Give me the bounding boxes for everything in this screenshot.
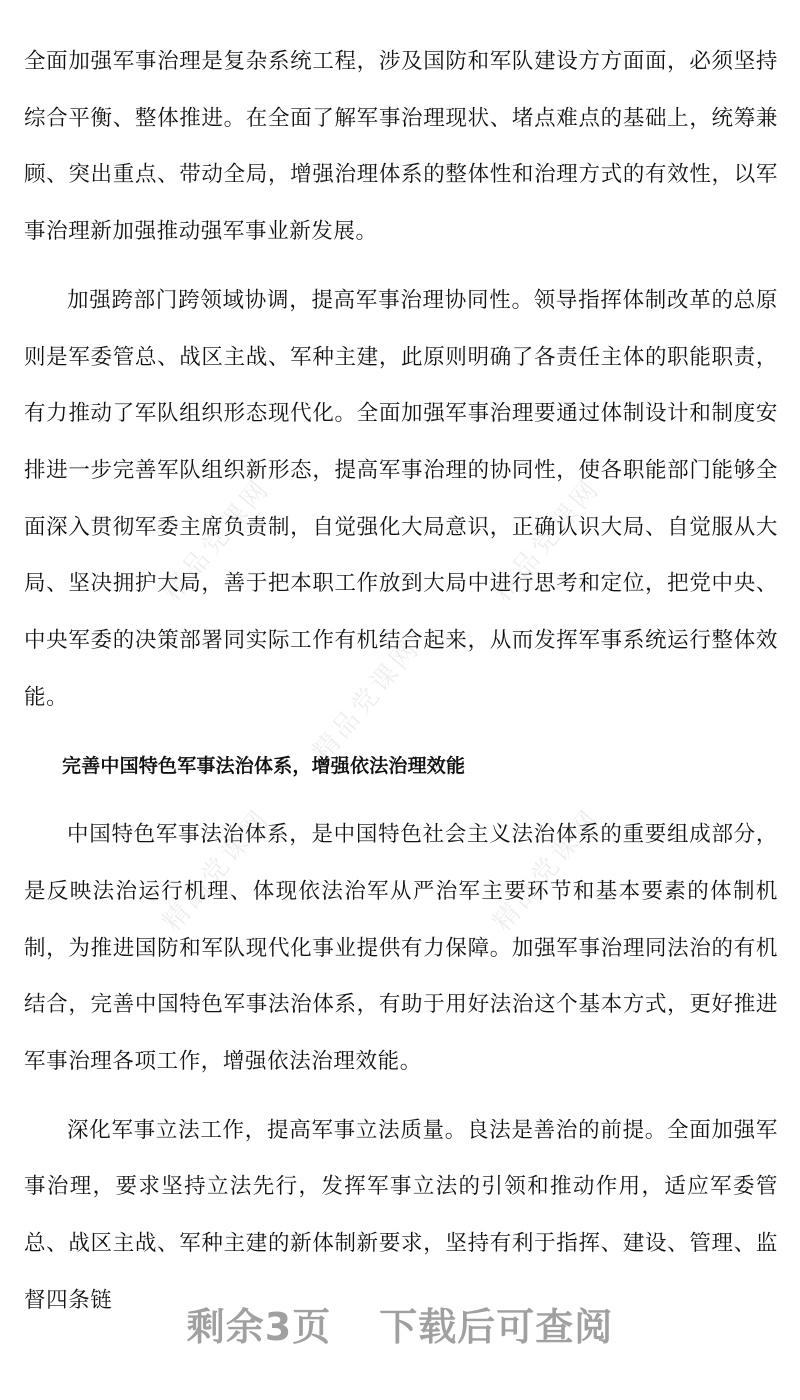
watermark: 精品党课网 bbox=[487, 803, 607, 938]
paragraph: 全面加强军事治理是复杂系统工程，涉及国防和军队建设方方面面，必须坚持综合平衡、整体推进。在全面了解军事治理现状、堵点难点的基础上，统筹兼顾、突出重点、带动全局，增强治理体系的整体性和治理方式的有效性，以军事治理新加强推动强军事业新发展。 bbox=[24, 49, 778, 245]
document-page bbox=[24, 34, 778, 1341]
section-heading: 完善中国特色军事法治体系，增强依法治理效能 bbox=[62, 755, 466, 778]
remaining-pages-label: 剩余3页 bbox=[186, 1305, 332, 1349]
watermark: 精品党课网 bbox=[307, 633, 427, 768]
watermark: 精品党课网 bbox=[487, 473, 607, 608]
download-to-view-label[interactable]: 下载后可查阅 bbox=[379, 1305, 614, 1349]
download-to-read-more-banner[interactable] bbox=[0, 1296, 800, 1351]
paragraph: 加强跨部门跨领域协调，提高军事治理协同性。领导指挥体制改革的总原则是军委管总、战区主战、军种主建，此原则明确了各责任主体的职能职责，有力推动了军队组织形态现代化。全面加强军事治理要通过体制设计和制度安排进一步完善军队组织新形态，提高军事治理的协同性，使各职能部门能够全面深入贯彻军委主席负责制，自觉强化大局意识，正确认识大局、自觉服从大局、坚决拥护大局，善于把本职工作放到大局中进行思考和定位，把党中央、中央军委的决策部署同实际工作有机结合起来，从而发挥军事系统运行整体效能。 bbox=[24, 287, 778, 710]
paragraph: 深化军事立法工作，提高军事立法质量。良法是善治的前提。全面加强军事治理，要求坚持立法先行，发挥军事立法的引领和推动作用，适应军委管总、战区主战、军种主建的新体制新要求，坚持有利于指挥、建设、管理、监督四条链 bbox=[24, 1117, 778, 1313]
watermark: 精品党课网 bbox=[157, 473, 277, 608]
paragraph: 中国特色军事法治体系，是中国特色社会主义法治体系的重要组成部分，是反映法治运行机理、体现依法治军从严治军主要环节和基本要素的体制机制，为推进国防和军队现代化事业提供有力保障。加强军事治理同法治的有机结合，完善中国特色军事法治体系，有助于用好法治这个基本方式，更好推进军事治理各项工作，增强依法治理效能。 bbox=[24, 822, 778, 1074]
watermark: 精品党课网 bbox=[157, 803, 277, 938]
